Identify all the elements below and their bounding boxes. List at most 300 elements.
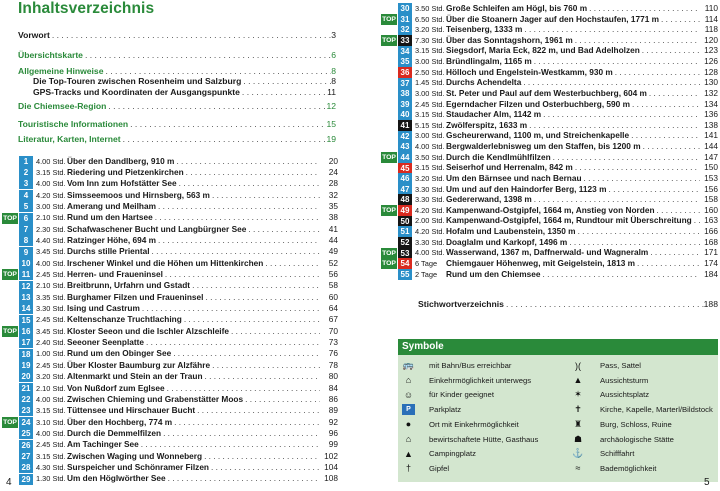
pass-icon: )( <box>575 360 581 371</box>
tour-page: 64 <box>328 303 338 314</box>
dot-leader <box>210 190 320 202</box>
tour-title: Hölloch und Engelstein-Westkamm, 930 m <box>446 66 613 77</box>
section-entry[interactable] <box>18 50 336 61</box>
tour-page: 171 <box>704 247 718 258</box>
tour-title: Zwischen Chieming und Grabenstätter Moos <box>67 393 244 404</box>
symbol-label: Aussichtsplatz <box>600 390 650 400</box>
tour-title: Egerndacher Filzen und Osterbuchberg, 590 m <box>446 98 630 109</box>
tour-entry[interactable] <box>2 428 338 440</box>
tour-entry[interactable] <box>2 405 338 417</box>
symbol-legend <box>398 339 718 482</box>
tour-entry[interactable] <box>2 235 338 247</box>
tour-duration: 4.00 Std. <box>36 156 66 166</box>
tour-title: Rund um den Chiemsee <box>446 268 541 279</box>
top-tour-badge: TOP <box>382 249 396 257</box>
symbol-row <box>402 463 714 474</box>
tour-number: 2 <box>19 167 33 178</box>
tour-page: 126 <box>704 56 718 67</box>
tour-page: 118 <box>704 24 718 35</box>
tour-duration: 3.15 Std. <box>415 46 445 56</box>
tour-title: Amerang und Meilham <box>67 200 156 211</box>
tour-page: 96 <box>328 427 338 438</box>
tour-entry[interactable] <box>2 371 338 383</box>
tour-number: 5 <box>19 201 33 212</box>
rest-stop-icon: ⌂ <box>405 375 412 386</box>
tour-entry[interactable] <box>2 224 338 236</box>
tour-entry[interactable] <box>2 383 338 395</box>
symbol-label: Pass, Sattel <box>600 361 642 370</box>
tour-title: Doaglalm und Karkopf, 1496 m <box>446 236 568 247</box>
tour-number: 46 <box>398 173 412 184</box>
section-title: Übersichtskarte <box>18 50 83 60</box>
tour-entry[interactable] <box>2 439 338 451</box>
tour-entry[interactable] <box>2 417 338 429</box>
symbol-row <box>402 448 714 459</box>
symbol-label: mit Bahn/Bus erreichbar <box>429 361 512 370</box>
tour-page: 158 <box>704 194 718 205</box>
tour-entry[interactable] <box>2 167 338 179</box>
tour-number: 32 <box>398 24 412 35</box>
tour-page: 120 <box>704 34 718 45</box>
tour-entry[interactable] <box>2 178 338 190</box>
tour-duration: 3.00 Std. <box>415 131 445 141</box>
tour-page: 86 <box>328 393 338 404</box>
tour-duration: 3.50 Std. <box>415 152 445 162</box>
top-tour-badge: TOP <box>382 37 396 45</box>
symbol-row <box>402 389 714 400</box>
tour-number: 44 <box>398 152 412 163</box>
section-page: 8 <box>331 66 336 76</box>
tour-title: Rund um den Obinger See <box>67 348 172 359</box>
tour-title: Bergwalderlebnisweg um den Staffen, bis 1200 m <box>446 141 641 152</box>
tour-title: Keltenschanze Truchtlaching <box>67 314 182 325</box>
top-tour-badge: TOP <box>3 328 17 335</box>
dot-leader <box>166 473 320 485</box>
tour-page: 70 <box>328 325 338 336</box>
tour-number: 24 <box>19 417 33 428</box>
tour-duration: 1.30 Std. <box>36 474 66 484</box>
ferry-icon: ⚓ <box>572 448 584 459</box>
church-icon: ✝ <box>574 404 582 415</box>
tour-duration: 2.45 Std. <box>36 315 66 325</box>
tour-duration: 4.20 Std. <box>415 205 445 215</box>
tour-number: 23 <box>19 405 33 416</box>
tour-page: 99 <box>328 439 338 450</box>
tour-duration: 4.20 Std. <box>415 227 445 237</box>
tour-duration: 6 Tage <box>415 258 438 268</box>
tour-title: Über die Stoanern Jager auf den Hochstaufen, 1771 m <box>446 13 660 24</box>
tour-number: 53 <box>398 248 412 259</box>
dot-leader <box>144 337 320 349</box>
top-tour-badge: TOP <box>3 271 17 279</box>
tour-duration: 2.50 Std. <box>415 67 445 77</box>
tour-page: 163 <box>704 215 718 226</box>
top-tour-badge: TOP <box>3 418 17 426</box>
tour-number: 9 <box>19 247 33 258</box>
tour-title: Durchs stille Priental <box>67 246 150 257</box>
dot-leader <box>83 50 331 61</box>
tour-number: 55 <box>398 269 412 280</box>
dot-leader <box>203 292 320 304</box>
tour-number: 15 <box>19 315 33 326</box>
section-title: Vorwort <box>18 30 50 40</box>
symbol-label: Burg, Schloss, Ruine <box>600 419 672 429</box>
tour-number: 12 <box>19 281 33 292</box>
tour-entry[interactable] <box>2 156 338 168</box>
tour-page: 108 <box>324 473 338 484</box>
tour-title: Gscheurerwand, 1100 m, und Streichenkapelle <box>446 130 630 141</box>
tour-page: 134 <box>704 98 718 109</box>
tour-number: 3 <box>19 178 33 189</box>
section-entry[interactable] <box>18 101 336 112</box>
tour-page: 138 <box>704 119 718 130</box>
tour-number: 18 <box>19 349 33 360</box>
section-title: Touristische Informationen <box>18 119 129 129</box>
tour-title: Irschener Winkel und die Höhen um Hittenkirchen <box>67 257 264 268</box>
tour-duration: 2 Tage <box>415 269 438 279</box>
tour-number: 38 <box>398 88 412 99</box>
tour-duration: 3.30 Std. <box>415 237 445 247</box>
section-entry[interactable] <box>18 30 336 41</box>
tour-duration: 3.00 Std. <box>415 57 445 67</box>
tour-title: Staudacher Alm, 1142 m <box>446 109 542 120</box>
tour-duration: 3.15 Std. <box>415 110 445 120</box>
symbol-label: Gipfel <box>429 463 450 473</box>
tour-number: 14 <box>19 303 33 314</box>
bathing-icon: ≈ <box>575 463 581 474</box>
symbol-label: bewirtschaftete Hütte, Gasthaus <box>429 434 539 444</box>
tour-duration: 4.00 Std. <box>36 428 66 438</box>
dot-leader <box>210 360 320 372</box>
tour-page: 132 <box>704 87 718 98</box>
tour-number: 7 <box>19 224 33 235</box>
tour-number: 54 <box>398 258 412 269</box>
tour-entry[interactable] <box>2 246 338 258</box>
tour-page: 28 <box>328 178 338 189</box>
archaeology-icon: ☗ <box>573 433 583 444</box>
tour-page: 174 <box>704 257 718 268</box>
tour-duration: 3.45 Std. <box>36 247 66 257</box>
tour-number: 47 <box>398 184 412 195</box>
tour-page: 38 <box>328 212 338 223</box>
dot-leader <box>504 299 704 310</box>
tour-title: Um den Bärnsee und nach Bernau <box>446 172 582 183</box>
tour-number: 19 <box>19 360 33 371</box>
symbol-label: Einkehrmöglichkeit unterwegs <box>429 375 532 385</box>
section-page: 12 <box>326 101 336 111</box>
tour-duration: 3.00 Std. <box>415 88 445 98</box>
symbol-label: Schifffahrt <box>600 449 635 459</box>
dot-leader <box>150 246 320 258</box>
section-entry[interactable] <box>18 134 336 145</box>
tour-duration: 2.10 Std. <box>36 383 66 393</box>
dot-leader <box>190 280 320 292</box>
parking-icon: P <box>402 404 415 415</box>
section-page: 11 <box>327 87 336 97</box>
dot-leader <box>163 269 320 281</box>
tour-entry[interactable] <box>2 303 338 315</box>
symbol-label: Bademöglichkeit <box>600 463 657 473</box>
dot-leader <box>156 235 320 247</box>
tour-duration: 3.20 Std. <box>415 25 445 35</box>
symbol-legend-body <box>398 355 718 482</box>
dot-leader <box>240 87 327 98</box>
tour-page: 80 <box>328 371 338 382</box>
tour-duration: 2.45 Std. <box>36 440 66 450</box>
tour-entry[interactable] <box>2 280 338 292</box>
dot-leader <box>140 303 320 315</box>
tour-entry[interactable] <box>2 337 338 349</box>
tour-title: Hofalm und Laubenstein, 1350 m <box>446 226 576 237</box>
tour-title: Burghamer Filzen und Fraueninsel <box>67 291 204 302</box>
tour-title: Kloster Seeon und die Ischler Alzschleife <box>67 325 229 336</box>
tour-entry[interactable] <box>2 360 338 372</box>
tour-page: 60 <box>328 291 338 302</box>
symbol-label: Ort mit Einkehrmöglichkeit <box>429 419 519 429</box>
tour-number: 28 <box>19 462 33 473</box>
tour-title: Um den Höglwörther See <box>67 473 166 484</box>
tour-number: 13 <box>19 292 33 303</box>
dot-leader <box>156 201 320 213</box>
tour-title: Von Nußdorf zum Eglsee <box>67 382 165 393</box>
top-tour-badge: TOP <box>3 214 17 222</box>
tour-page: 78 <box>328 359 338 370</box>
index-entry-page: 188 <box>703 299 718 309</box>
tour-title: Tüttensee und Hirschauer Bucht <box>67 405 196 416</box>
dot-leader <box>128 119 326 130</box>
tour-number: 31 <box>398 14 412 25</box>
section-entry[interactable] <box>18 119 336 130</box>
tour-duration: 2.40 Std. <box>36 338 66 348</box>
tour-duration: 3.15 Std. <box>36 451 66 461</box>
tour-duration: 3.30 Std. <box>36 304 66 314</box>
tour-number: 33 <box>398 35 412 46</box>
tour-duration: 4.00 Std. <box>415 248 445 258</box>
tour-title: Surspeicher und Schönramer Filzen <box>67 461 210 472</box>
tour-duration: 3.00 Std. <box>36 201 66 211</box>
tour-page: 147 <box>704 151 718 162</box>
section-title: GPS-Tracks und Koordinaten der Ausgangspunkte <box>33 87 240 97</box>
dot-leader <box>184 167 320 179</box>
dot-leader <box>182 314 320 326</box>
tour-number: 29 <box>19 474 33 485</box>
tour-page: 168 <box>704 236 718 247</box>
tour-page: 73 <box>328 337 338 348</box>
tour-entry[interactable] <box>2 190 338 202</box>
tour-duration: 3.50 Std. <box>415 4 445 13</box>
tour-page: 114 <box>704 13 718 24</box>
dot-leader <box>246 224 320 236</box>
tour-duration: 7.30 Std. <box>415 35 445 45</box>
tour-page: 92 <box>328 416 338 427</box>
dot-leader <box>106 101 326 112</box>
tour-entry[interactable] <box>381 269 718 281</box>
dot-leader <box>50 30 331 41</box>
tour-entry[interactable] <box>2 462 338 474</box>
index-entry-title: Stichwortverzeichnis <box>418 299 504 309</box>
tour-title: Siegsdorf, Maria Eck, 822 m, und Bad Adelholzen <box>446 45 640 56</box>
symbol-label: Parkplatz <box>429 405 462 415</box>
symbol-row <box>402 419 714 430</box>
tour-entry[interactable] <box>2 314 338 326</box>
tour-title: Über den Dandlberg, 910 m <box>67 155 175 166</box>
tour-title: Chiemgauer Höhenweg, mit Geigelstein, 1813 m <box>446 257 636 268</box>
symbol-row <box>402 360 714 371</box>
tour-title: Durchs Achendelta <box>446 77 522 88</box>
dot-leader <box>229 326 320 338</box>
tour-title: Zwölferspitz, 1633 m <box>446 119 528 130</box>
tour-title: Bründlingalm, 1165 m <box>446 56 532 67</box>
tour-title: Große Schleifen am Högl, bis 760 m <box>446 3 588 13</box>
tour-entry[interactable] <box>2 258 338 270</box>
section-entry[interactable] <box>18 76 336 87</box>
tour-number: 45 <box>398 163 412 174</box>
tour-title: Gedererwand, 1398 m <box>446 194 532 205</box>
tour-title: Wasserwand, 1367 m, Daffnerwald- und Wagneralm <box>446 247 649 258</box>
tour-number: 50 <box>398 216 412 227</box>
dot-leader <box>241 76 331 87</box>
section-title: Die Top-Touren zwischen Rosenheim und Salzburg <box>33 76 242 86</box>
tour-number: 6 <box>19 213 33 224</box>
tour-number: 36 <box>398 67 412 78</box>
tour-duration: 2.45 Std. <box>415 99 445 109</box>
tour-entry[interactable] <box>2 394 338 406</box>
tour-number: 20 <box>19 371 33 382</box>
dot-leader <box>263 258 320 270</box>
tour-duration: 4.20 Std. <box>36 190 66 200</box>
tour-duration: 4.00 Std. <box>36 179 66 189</box>
tour-duration: 3.15 Std. <box>36 167 66 177</box>
section-page: 3 <box>331 30 336 40</box>
tour-duration: 3.20 Std. <box>415 173 445 183</box>
tour-number: 40 <box>398 109 412 120</box>
village-icon: ● <box>405 419 412 430</box>
tour-title: Über den Hochberg, 774 m <box>67 416 173 427</box>
tour-entry[interactable] <box>2 292 338 304</box>
tour-number: 34 <box>398 46 412 57</box>
tour-title: Zwischen Waging und Wonneberg <box>67 450 203 461</box>
dot-leader <box>139 439 320 451</box>
tour-number: 39 <box>398 99 412 110</box>
dot-leader <box>174 156 320 168</box>
tour-duration: 3.35 Std. <box>36 292 66 302</box>
tour-duration: 6.50 Std. <box>415 14 445 24</box>
tour-title: Riedering und Pietzenkirchen <box>67 166 184 177</box>
symbol-label: für Kinder geeignet <box>429 390 494 400</box>
tour-page: 128 <box>704 66 718 77</box>
tour-title: Simsseemoos und Hirnsberg, 563 m <box>67 189 210 200</box>
section-page: 19 <box>326 134 336 144</box>
tour-number: 4 <box>19 190 33 201</box>
tour-title: Kampenwand-Ostgipfel, 1664 m, Rundtour mit Überschreitung <box>446 215 692 226</box>
tour-duration: 1.00 Std. <box>36 349 66 359</box>
tour-page: 136 <box>704 109 718 120</box>
section-page: 8 <box>331 76 336 86</box>
tour-number: 52 <box>398 237 412 248</box>
dot-leader <box>541 269 700 281</box>
dot-leader <box>195 405 320 417</box>
tour-entry[interactable] <box>2 451 338 463</box>
tour-page: 102 <box>324 450 338 461</box>
tour-page: 156 <box>704 183 718 194</box>
top-tour-badge: TOP <box>382 15 396 23</box>
tour-entry[interactable] <box>2 269 338 281</box>
dot-leader <box>177 178 320 190</box>
tour-number: 43 <box>398 141 412 152</box>
tour-number: 16 <box>19 326 33 337</box>
top-tour-badge: TOP <box>382 260 396 268</box>
tour-number: 27 <box>19 451 33 462</box>
section-entry[interactable] <box>18 87 336 98</box>
tour-page: 144 <box>704 141 718 152</box>
dot-leader <box>202 451 320 463</box>
symbol-legend-title: Symbole <box>398 339 718 355</box>
tour-duration: 4.00 Std. <box>36 394 66 404</box>
tour-entry[interactable] <box>2 473 338 485</box>
tour-entry[interactable] <box>2 326 338 338</box>
tour-number: 30 <box>398 3 412 14</box>
symbol-label: Campingplatz <box>429 449 477 459</box>
campsite-icon: ▲ <box>404 448 413 459</box>
tour-title: Seiserhof und Herrenalm, 842 m <box>446 162 573 173</box>
tour-number: 49 <box>398 205 412 216</box>
tour-page: 76 <box>328 348 338 359</box>
symbol-label: archäologische Stätte <box>600 434 674 444</box>
tour-page: 160 <box>704 204 718 215</box>
tour-number: 48 <box>398 194 412 205</box>
symbol-row <box>402 375 714 386</box>
dot-leader <box>153 212 320 224</box>
section-title: Allgemeine Hinweise <box>18 66 104 76</box>
tour-entry[interactable] <box>2 212 338 224</box>
tour-duration: 2.45 Std. <box>36 360 66 370</box>
dot-leader <box>121 134 327 145</box>
symbol-row <box>402 434 714 445</box>
tour-duration: 3.15 Std. <box>415 163 445 173</box>
tour-page: 84 <box>328 382 338 393</box>
lookout-tower-icon: ▲ <box>573 375 583 386</box>
tour-number: 21 <box>19 383 33 394</box>
tour-number: 37 <box>398 78 412 89</box>
tour-number: 22 <box>19 394 33 405</box>
tour-duration: 4.00 Std. <box>415 142 445 152</box>
tour-page: 123 <box>704 45 718 56</box>
tour-title: St. Peter und Paul auf dem Westerbuchberg, 604 m <box>446 87 647 98</box>
tour-page: 35 <box>328 200 338 211</box>
dot-leader <box>172 417 320 429</box>
tour-duration: 4.40 Std. <box>36 235 66 245</box>
tour-title: Durch die Kendlmühlfilzen <box>446 151 551 162</box>
section-title: Literatur, Karten, Internet <box>18 134 121 144</box>
tour-number: 35 <box>398 56 412 67</box>
tour-entry[interactable] <box>2 201 338 213</box>
symbol-label: Aussichtsturm <box>600 375 649 385</box>
tour-page: 41 <box>328 223 338 234</box>
index-entry[interactable] <box>418 299 718 310</box>
tour-entry[interactable] <box>2 348 338 360</box>
tour-duration: 2.30 Std. <box>36 224 66 234</box>
dot-leader <box>171 348 320 360</box>
tour-page: 104 <box>324 461 338 472</box>
tour-duration: 2.00 Std. <box>415 216 445 226</box>
hut-icon: ⌂ <box>405 434 412 444</box>
tour-duration: 2.45 Std. <box>36 270 66 279</box>
tour-number: 51 <box>398 226 412 237</box>
tour-number: 26 <box>19 440 33 451</box>
tour-title: Um und auf den Haindorfer Berg, 1123 m <box>446 183 607 194</box>
tour-page: 52 <box>328 257 338 268</box>
tour-title: Schafwaschener Bucht und Langbürgner See <box>67 223 247 234</box>
